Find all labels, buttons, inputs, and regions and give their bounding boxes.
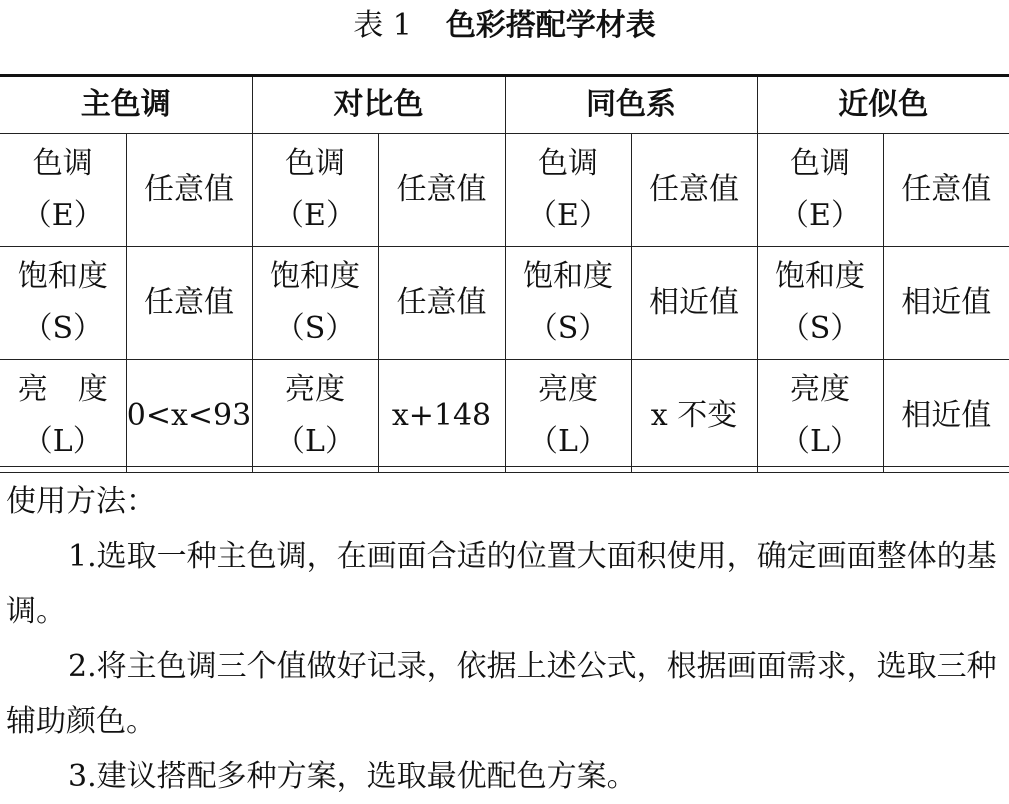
color-matching-table <box>0 74 1009 473</box>
row-label: 色调 （E） <box>757 134 883 247</box>
header-same-family: 同色系 <box>505 76 757 134</box>
row-label: 亮 度 （L） <box>0 360 126 473</box>
table-cell: x 不变 <box>631 360 757 473</box>
header-main-color: 主色调 <box>0 76 252 134</box>
table-title: 色彩搭配学材表 <box>445 8 656 43</box>
table-cell: x+148 <box>378 360 505 473</box>
header-similar-color: 近似色 <box>757 76 1009 134</box>
row-label: 亮度 （L） <box>505 360 631 473</box>
usage-step: 1.选取一种主色调，在画面合适的位置大面积使用，确定画面整体的基调。 <box>6 539 997 629</box>
table-number: 表 1 <box>353 8 412 43</box>
table-cell: 任意值 <box>883 134 1009 247</box>
table-cell: 任意值 <box>378 247 505 360</box>
table-row <box>0 247 1009 360</box>
row-label: 色调 （E） <box>0 134 126 247</box>
header-contrast-color: 对比色 <box>252 76 505 134</box>
table-cell: 0<x<93 <box>126 360 252 473</box>
usage-instructions <box>0 466 1009 799</box>
row-label: 饱和度 （S） <box>0 247 126 360</box>
table-cell: 任意值 <box>378 134 505 247</box>
row-label: 饱和度 （S） <box>757 247 883 360</box>
table-cell: 相近值 <box>631 247 757 360</box>
row-label: 色调 （E） <box>252 134 378 247</box>
table-cell: 任意值 <box>126 134 252 247</box>
table-row <box>0 360 1009 473</box>
usage-title: 使用方法： <box>6 484 156 519</box>
row-label: 色调 （E） <box>505 134 631 247</box>
table-row <box>0 134 1009 247</box>
usage-step: 2.将主色调三个值做好记录，依据上述公式，根据画面需求，选取三种辅助颜色。 <box>6 649 997 739</box>
table-cell: 相近值 <box>883 247 1009 360</box>
row-label: 亮度 （L） <box>757 360 883 473</box>
row-label: 饱和度 （S） <box>252 247 378 360</box>
table-cell: 任意值 <box>126 247 252 360</box>
table-caption <box>0 4 1009 48</box>
row-label: 饱和度 （S） <box>505 247 631 360</box>
table-cell: 任意值 <box>631 134 757 247</box>
usage-step: 3.建议搭配多种方案，选取最优配色方案。 <box>68 759 637 794</box>
header-row <box>0 76 1009 134</box>
table-cell: 相近值 <box>883 360 1009 473</box>
row-label: 亮度 （L） <box>252 360 378 473</box>
